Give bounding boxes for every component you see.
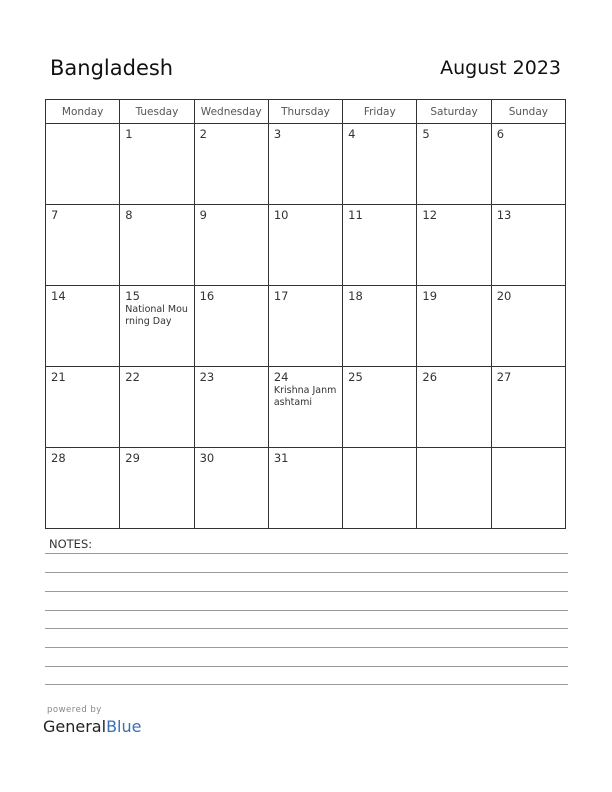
day-cell (417, 124, 491, 205)
day-number: 2 (199, 127, 207, 141)
brand-logo[interactable] (43, 717, 141, 736)
day-cell (491, 286, 565, 367)
notes-line (45, 553, 568, 554)
weekday-header-row (46, 100, 566, 124)
notes-label: NOTES: (49, 537, 93, 551)
day-cell (343, 205, 417, 286)
day-cell (120, 124, 194, 205)
day-cell (194, 448, 268, 529)
day-cell (268, 286, 342, 367)
day-number: 9 (199, 208, 207, 222)
weekday-sunday: Sunday (491, 100, 565, 124)
weekday-wednesday: Wednesday (194, 100, 268, 124)
day-number: 21 (51, 370, 66, 384)
notes-line (45, 684, 568, 685)
week-row-2 (46, 205, 566, 286)
day-number: 25 (348, 370, 363, 384)
day-number: 16 (199, 289, 215, 303)
brand-blue: Blue (106, 717, 142, 736)
day-number: 6 (496, 127, 505, 141)
weekday-friday: Friday (343, 100, 417, 124)
day-cell (417, 367, 491, 448)
day-cell (491, 367, 565, 448)
day-cell (343, 124, 417, 205)
day-number: 22 (125, 370, 140, 384)
day-cell (343, 286, 417, 367)
day-number: 15 (125, 289, 140, 303)
day-cell (491, 124, 565, 205)
day-number: 18 (348, 289, 363, 303)
calendar-grid (45, 99, 566, 529)
day-number: 27 (496, 370, 512, 384)
day-cell (417, 448, 491, 529)
day-cell (120, 367, 194, 448)
holiday-label: National Mourning Day (125, 304, 188, 327)
notes-line (45, 666, 568, 667)
day-cell (491, 205, 565, 286)
brand-general: General (43, 717, 107, 736)
day-number: 29 (125, 451, 140, 465)
day-number: 17 (273, 289, 289, 303)
day-number: 23 (199, 370, 215, 384)
day-number: 30 (199, 451, 215, 465)
week-row-3 (46, 286, 566, 367)
day-number: 10 (273, 208, 289, 222)
day-number: 19 (422, 289, 438, 303)
day-cell (268, 367, 342, 448)
day-number: 4 (348, 127, 356, 141)
day-cell (46, 367, 120, 448)
day-cell (46, 448, 120, 529)
notes-line (45, 610, 568, 611)
day-number: 8 (125, 208, 133, 222)
week-row-1 (46, 124, 566, 205)
weekday-thursday: Thursday (268, 100, 342, 124)
day-cell (268, 448, 342, 529)
day-number: 1 (125, 127, 133, 141)
notes-line (45, 628, 568, 629)
holiday-label: Krishna Janmashtami (273, 385, 337, 408)
country-title: Bangladesh (50, 56, 174, 80)
day-cell (120, 286, 194, 367)
week-row-4 (46, 367, 566, 448)
day-number: 12 (422, 208, 438, 222)
day-number: 31 (273, 451, 289, 465)
day-number: 11 (348, 208, 363, 222)
day-number: 20 (496, 289, 512, 303)
day-cell (120, 448, 194, 529)
month-title: August 2023 (440, 57, 561, 79)
day-cell (417, 286, 491, 367)
notes-line (45, 572, 568, 573)
day-cell (194, 286, 268, 367)
day-number: 7 (51, 208, 59, 222)
day-cell (46, 205, 120, 286)
day-cell (194, 124, 268, 205)
weekday-monday: Monday (46, 100, 120, 124)
day-cell (268, 124, 342, 205)
day-number: 24 (273, 370, 289, 384)
notes-line (45, 591, 568, 592)
weekday-saturday: Saturday (417, 100, 491, 124)
day-cell (46, 286, 120, 367)
day-cell (46, 124, 120, 205)
day-cell (120, 205, 194, 286)
weekday-tuesday: Tuesday (120, 100, 194, 124)
day-number: 5 (422, 127, 430, 141)
day-cell (194, 367, 268, 448)
day-number: 14 (51, 289, 66, 303)
day-cell (343, 367, 417, 448)
day-cell (491, 448, 565, 529)
powered-by-text: powered by (47, 705, 102, 715)
day-number: 3 (273, 127, 282, 141)
day-cell (268, 205, 342, 286)
day-number: 13 (496, 208, 512, 222)
week-row-5 (46, 448, 566, 529)
day-cell (343, 448, 417, 529)
day-cell (194, 205, 268, 286)
day-number: 28 (51, 451, 66, 465)
day-cell (417, 205, 491, 286)
notes-line (45, 647, 568, 648)
day-number: 26 (422, 370, 438, 384)
